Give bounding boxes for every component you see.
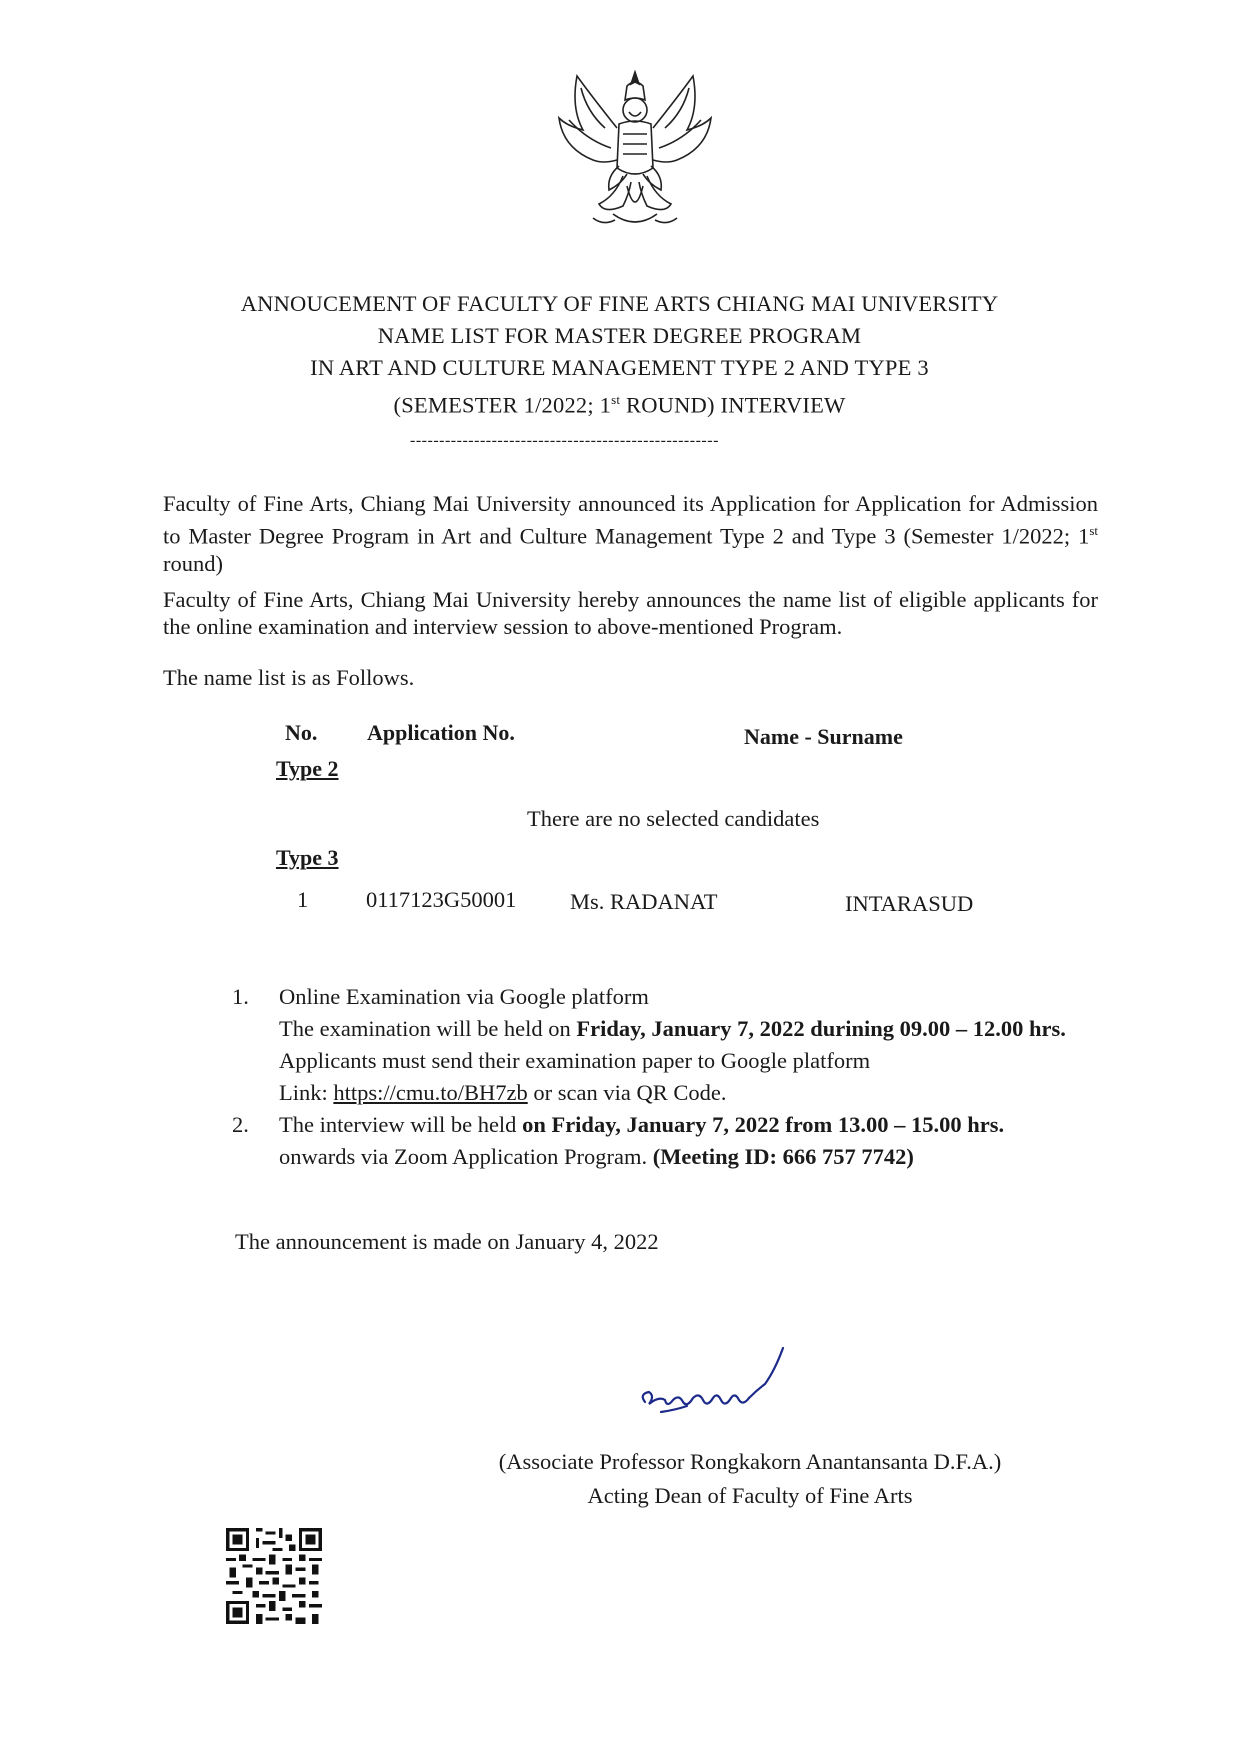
exam-link[interactable]: https://cmu.to/BH7zb <box>333 1080 528 1105</box>
table-row-application-no: 0117123G50001 <box>366 887 517 912</box>
qr-code-icon[interactable] <box>226 1528 322 1624</box>
instruction-item-2: 2. The interview will be held on Friday, January 7, 2022 from 13.00 – 15.00 hrs. onwards via Zoom Application Program. (Meeting ID: 666 757 7742) <box>232 1112 1005 1169</box>
garuda-emblem-icon <box>553 68 718 233</box>
table-row-name: Ms. RADANAT <box>570 889 718 914</box>
signatory-position: Acting Dean of Faculty of Fine Arts <box>587 1483 913 1508</box>
title-line-1: ANNOUCEMENT OF FACULTY OF FINE ARTS CHIANG MAI UNIVERSITY <box>240 291 999 316</box>
title-line-4: (SEMESTER 1/2022; 1st ROUND) INTERVIEW <box>393 392 846 418</box>
title-line-2: NAME LIST FOR MASTER DEGREE PROGRAM <box>377 323 862 348</box>
handwritten-signature-icon <box>635 1340 835 1425</box>
title-line-3: IN ART AND CULTURE MANAGEMENT TYPE 2 AND TYPE 3 <box>310 355 929 380</box>
signatory-block <box>400 1445 1100 1513</box>
type3-label: Type 3 <box>276 845 339 870</box>
header-no: No. <box>285 720 318 745</box>
intro-paragraph-1: Faculty of Fine Arts, Chiang Mai University announced its Application for Application for Admission to Master Degree Program in Art and Culture Management Type 2 and Type 3 (Semester 1/2022; 1st round) <box>163 491 1098 576</box>
instructions-list <box>232 981 1102 1173</box>
type2-label: Type 2 <box>276 756 339 781</box>
intro-paragraph-2: Faculty of Fine Arts, Chiang Mai University hereby announces the name list of eligible applicants for the online examination and interview session to above-mentioned Program. <box>163 587 1098 639</box>
header-application-no: Application No. <box>367 720 515 745</box>
table-row-no: 1 <box>297 887 309 912</box>
header-name-surname: Name - Surname <box>744 724 903 749</box>
intro-paragraph-3: The name list is as Follows. <box>163 665 415 690</box>
table-row-surname: INTARASUD <box>845 891 974 916</box>
announcement-title <box>0 288 1239 422</box>
type2-note: There are no selected candidates <box>527 806 820 831</box>
instruction-item-1: 1. Online Examination via Google platform The examination will be held on Friday, January 7, 2022 durining 09.00 – 12.00 hrs. Applicants must send their examination paper to Google platform Link: https://cmu.to/BH7zb or scan via QR Code. <box>232 984 1066 1105</box>
signatory-name: (Associate Professor Rongkakorn Anantansanta D.F.A.) <box>498 1449 1002 1474</box>
separator-line: ----------------------------------------------------- <box>410 432 719 449</box>
announcement-date: The announcement is made on January 4, 2022 <box>235 1229 659 1254</box>
